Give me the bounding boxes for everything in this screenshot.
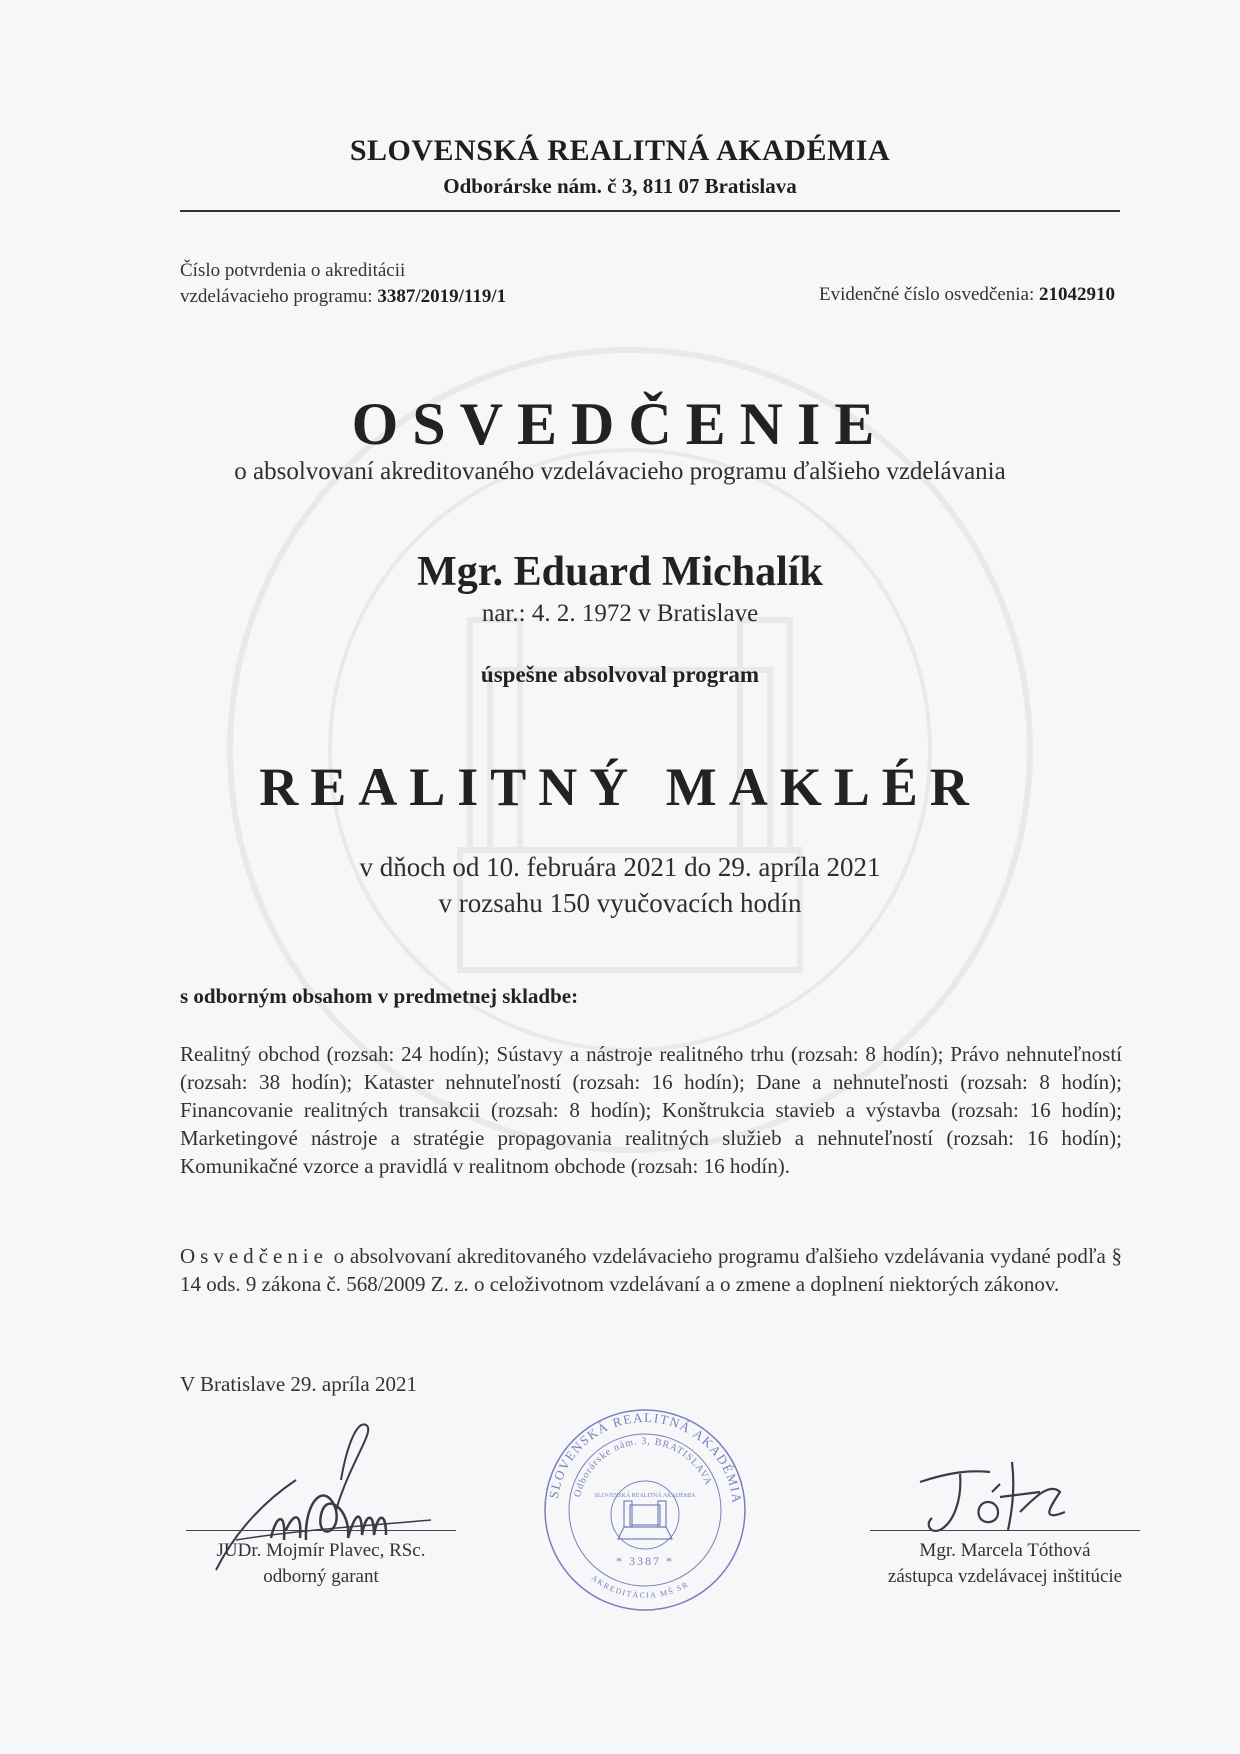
signatory-right bbox=[830, 1538, 1180, 1590]
organization-address: Odborárske nám. č 3, 811 07 Bratislava bbox=[443, 174, 797, 198]
svg-text:Odborárske nám. 3, BRATISLAVA bbox=[572, 1436, 714, 1498]
content-heading: s odborným obsahom v predmetnej skladbe: bbox=[180, 984, 579, 1008]
evidence-label: Evidenčné číslo osvedčenia: bbox=[818, 284, 1035, 305]
accreditation-number: 3387/2019/119/1 bbox=[377, 286, 507, 307]
signatory-right-name: Mgr. Marcela Tóthová bbox=[919, 1540, 1091, 1561]
evidence-info bbox=[819, 284, 1115, 306]
legal-notice bbox=[180, 1242, 1122, 1298]
stamp-bottom-text: AKREDITÁCIA MŠ SR bbox=[589, 1573, 691, 1600]
content-subjects: Realitný obchod (rozsah: 24 hodín); Sústavy a nástroje realitného trhu (rozsah: 8 hodín); Právo nehnuteľností (rozsah: 38 hodín); Kataster nehnuteľností (rozsah: 16 hodín); Dane a nehnuteľnosti (rozsah: 8 hodín); Financovanie realitných transakcii (rozsah: 8 hodín); Konštrukcia stavieb a výstavba (rozsah: 16 hodín); Marketingové nástroje a stratégie propagovania realitných služieb a nehnuteľností (rozsah: 16 hodín); Komunikačné vzorce a pravidlá v realitnom obchode (rozsah: 16 hodín). bbox=[180, 1042, 1122, 1178]
program-name: REALITNÝ MAKLÉR bbox=[259, 757, 981, 817]
accreditation-info bbox=[180, 258, 506, 310]
program-dates: v dňoch od 10. februára 2021 do 29. apríla 2021 bbox=[359, 852, 881, 882]
header-divider bbox=[180, 210, 1120, 212]
signatory-right-role: zástupca vzdelávacej inštitúcie bbox=[887, 1566, 1123, 1587]
signature-line-left bbox=[186, 1530, 456, 1531]
program-hours: v rozsahu 150 vyučovacích hodín bbox=[438, 888, 802, 918]
stamp-number: * 3387 * bbox=[616, 1554, 674, 1568]
person-name: Mgr. Eduard Michalík bbox=[417, 549, 823, 595]
person-birth: nar.: 4. 2. 1972 v Bratislave bbox=[481, 600, 759, 627]
place-and-date: V Bratislave 29. apríla 2021 bbox=[180, 1372, 417, 1396]
accreditation-line1: Číslo potvrdenia o akreditácii bbox=[180, 260, 406, 281]
stamp-core-text: SLOVENSKÁ REALITNÁ AKADÉMIA bbox=[594, 1493, 696, 1499]
stamp-inner-text: Odborárske nám. 3, BRATISLAVA bbox=[572, 1435, 714, 1499]
stamp-outer-text: SLOVENSKÁ REALITNÁ AKADÉMIA bbox=[545, 1409, 745, 1505]
accreditation-line2 bbox=[180, 284, 506, 310]
certificate-title: OSVEDČENIE bbox=[351, 391, 889, 457]
signatory-left bbox=[186, 1538, 456, 1590]
signatory-left-name: JUDr. Mojmír Plavec, RSc. bbox=[216, 1540, 426, 1561]
evidence-number: 21042910 bbox=[1039, 284, 1115, 305]
legal-notice-word: Osvedčenie bbox=[180, 1244, 328, 1268]
accreditation-label: vzdelávacieho programu: bbox=[180, 286, 373, 307]
signature-line-right bbox=[870, 1530, 1140, 1531]
signature-right bbox=[900, 1452, 1080, 1542]
completion-statement: úspešne absolvoval program bbox=[480, 662, 760, 687]
official-stamp bbox=[540, 1405, 750, 1615]
certificate-subtitle: o absolvovaní akreditovaného vzdelávacieho programu ďalšieho vzdelávania bbox=[234, 458, 1006, 485]
organization-name: SLOVENSKÁ REALITNÁ AKADÉMIA bbox=[349, 134, 891, 167]
svg-text:AKREDITÁCIA MŠ SR bbox=[590, 1573, 691, 1600]
legal-notice-text: o absolvovaní akreditovaného vzdelávacieho programu ďalšieho vzdelávania vydané podľa § 14 ods. 9 zákona č. 568/2009 Z. z. o celoživotnom vzdelávaní a o zmene a doplnení niektorých zákonov. bbox=[180, 1244, 1122, 1296]
signatory-left-role: odborný garant bbox=[263, 1566, 379, 1587]
